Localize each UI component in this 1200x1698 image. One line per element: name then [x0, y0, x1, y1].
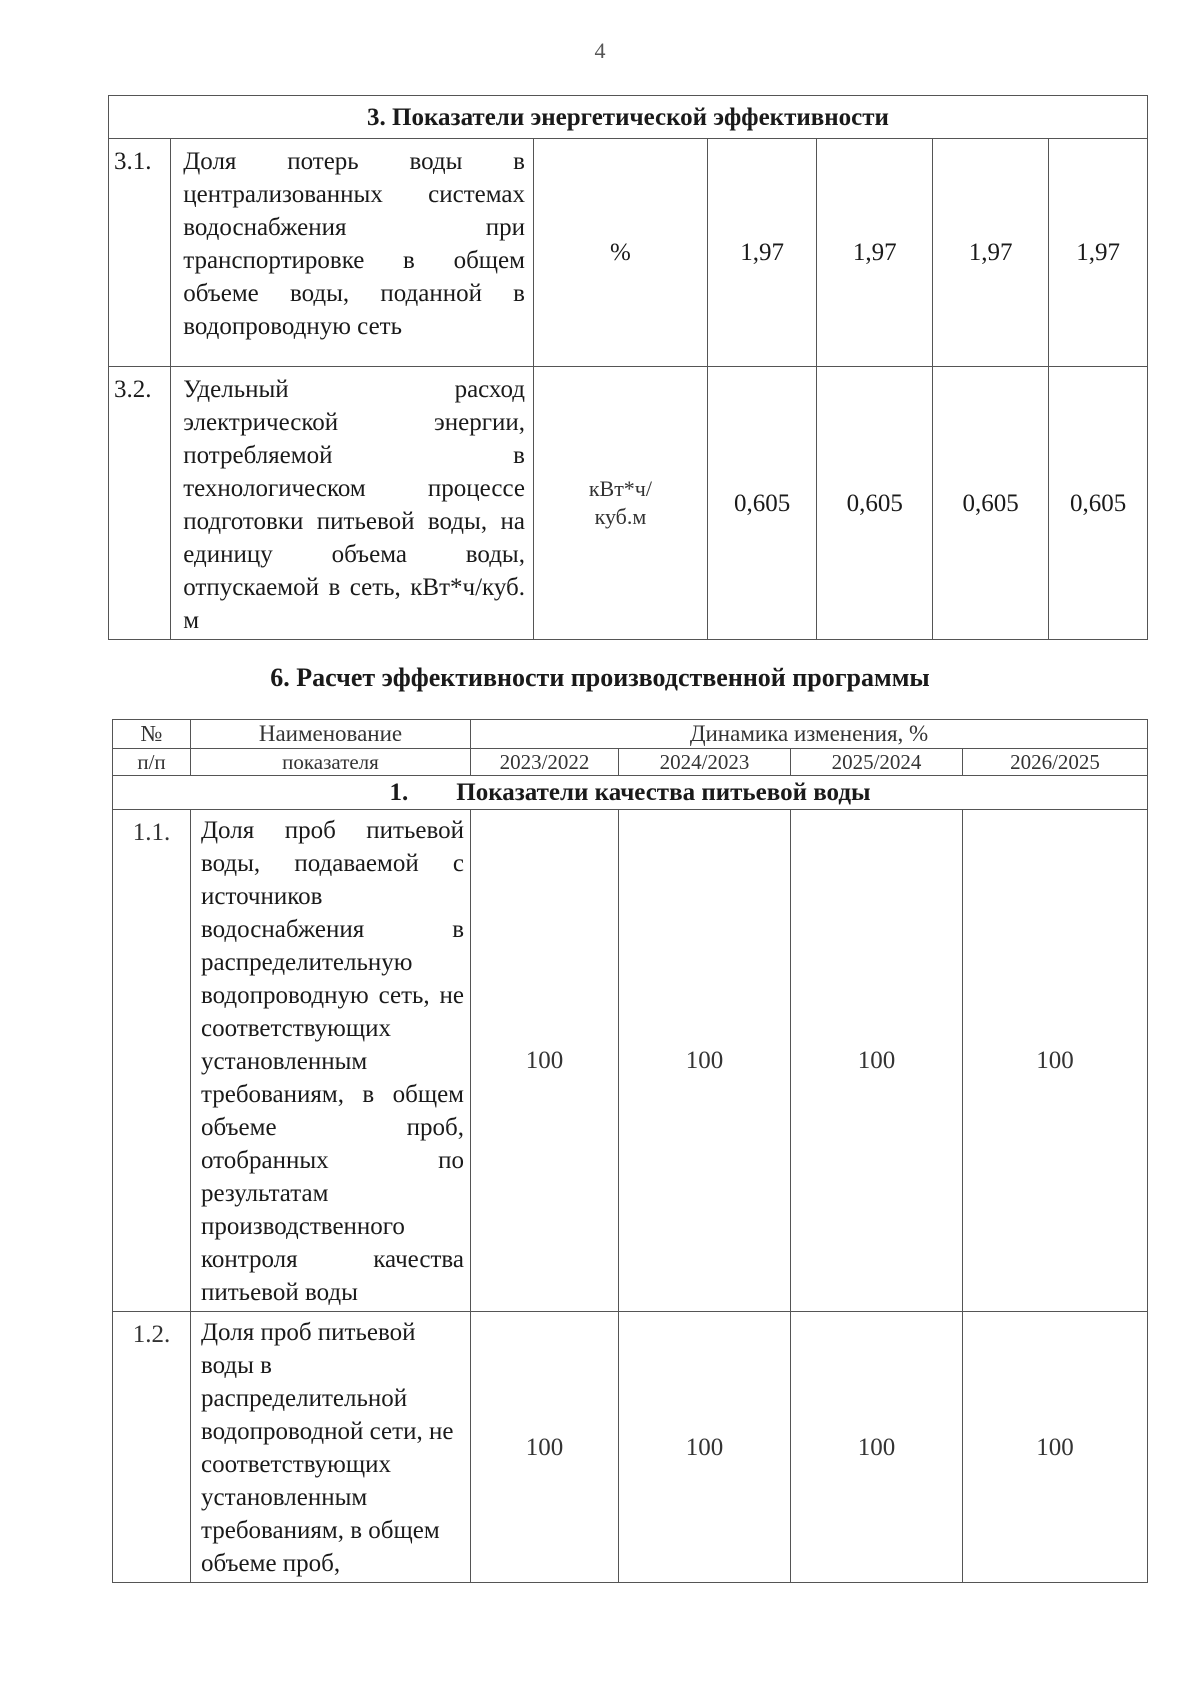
row-number: 3.1. [109, 139, 171, 367]
value-cell: 100 [471, 810, 619, 1312]
table-row [109, 367, 1148, 640]
unit-cell [533, 367, 707, 640]
table-row [109, 139, 1148, 367]
value-cell: 100 [963, 810, 1148, 1312]
value-cell: 1,97 [817, 139, 933, 367]
value-cell: 0,605 [817, 367, 933, 640]
value-cell: 0,605 [707, 367, 816, 640]
energy-efficiency-table [108, 95, 1148, 640]
col-num-header: п/п [113, 749, 191, 776]
program-efficiency-table [112, 719, 1148, 1583]
indicator-name: Доля потерь воды в централизованных системах водоснабжения при транспортировке в общем объеме воды, поданной в водопроводную сеть [171, 139, 534, 367]
indicator-name: Доля проб питьевой воды в распределительной водопроводной сети, не соответствующих установленным требованиям, в общем объеме проб, [191, 1312, 471, 1583]
unit-line: кВт*ч/ [588, 476, 652, 501]
value-cell: 0,605 [933, 367, 1049, 640]
period-header: 2023/2022 [471, 749, 619, 776]
unit-cell: % [533, 139, 707, 367]
section-row [113, 776, 1148, 810]
value-cell: 1,97 [707, 139, 816, 367]
value-cell: 1,97 [1049, 139, 1148, 367]
period-header: 2024/2023 [619, 749, 791, 776]
page-number: 4 [594, 38, 606, 63]
period-header: 2025/2024 [791, 749, 963, 776]
indicator-name: Доля проб питьевой воды, подаваемой с источников водоснабжения в распределительную водопроводную сеть, не соответствующих установленным требованиям, в общем объеме проб, отобранных по результатам производственного контроля качества питьевой воды [191, 810, 471, 1312]
value-cell: 1,97 [933, 139, 1049, 367]
table-row [113, 1312, 1148, 1583]
row-number: 1.1. [113, 810, 191, 1312]
row-number: 3.2. [109, 367, 171, 640]
indicator-name: Удельный расход электрической энергии, потребляемой в технологическом процессе подготовки питьевой воды, на единицу объема воды, отпускаемой в сеть, кВт*ч/куб. м [171, 367, 534, 640]
value-cell: 100 [619, 810, 791, 1312]
col-num-header: № [113, 720, 191, 749]
dynamics-header: Динамика изменения, % [471, 720, 1148, 749]
section-heading-text: Показатели качества питьевой воды [456, 779, 871, 806]
col-name-header: Наименование [191, 720, 471, 749]
value-cell: 100 [791, 1312, 963, 1583]
value-cell: 100 [471, 1312, 619, 1583]
section-heading [113, 776, 1148, 810]
table-header-row [113, 749, 1148, 776]
value-cell: 100 [619, 1312, 791, 1583]
period-header: 2026/2025 [963, 749, 1148, 776]
value-cell: 100 [791, 810, 963, 1312]
value-cell: 0,605 [1049, 367, 1148, 640]
table-header-row [109, 96, 1148, 139]
section-title: 6. Расчет эффективности производственной программы [270, 663, 930, 692]
table-header-row [113, 720, 1148, 749]
table-title: 3. Показатели энергетической эффективности [109, 96, 1148, 139]
section-number: 1. [389, 779, 409, 806]
col-name-header: показателя [191, 749, 471, 776]
table-row [113, 810, 1148, 1312]
unit-line: куб.м [594, 504, 647, 529]
value-cell: 100 [963, 1312, 1148, 1583]
row-number: 1.2. [113, 1312, 191, 1583]
